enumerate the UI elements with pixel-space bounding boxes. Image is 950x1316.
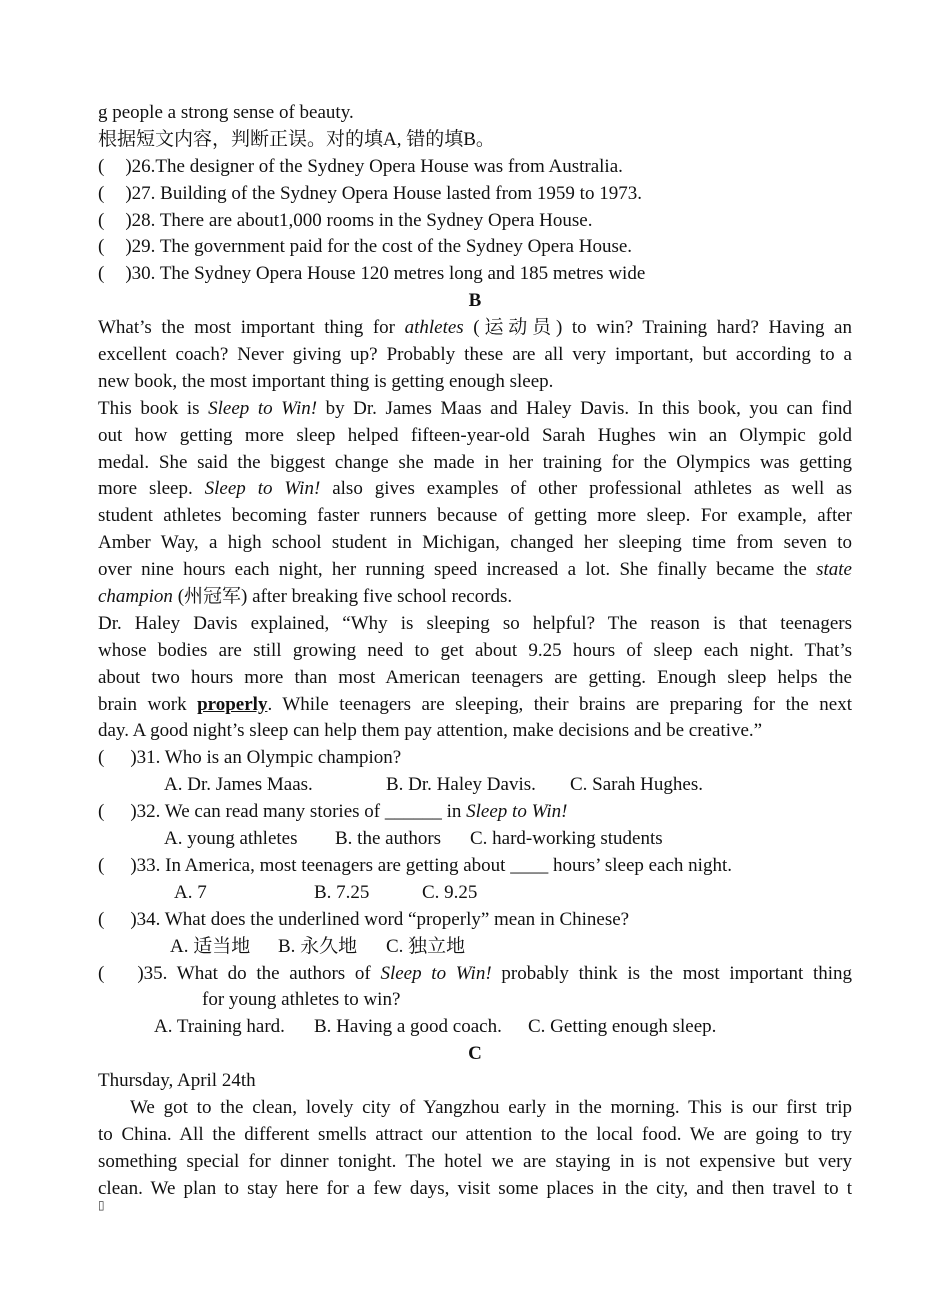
question-30	[98, 261, 852, 288]
option-b: B. 永久地	[278, 935, 358, 957]
question-32-options	[98, 826, 852, 853]
question-27	[98, 181, 852, 208]
answer-paren-close: )	[125, 182, 132, 204]
option-a: A. 7	[174, 881, 207, 903]
question-29	[98, 234, 852, 261]
answer-paren: (	[98, 182, 105, 204]
question-33-options	[98, 880, 852, 907]
option-c: C. hard-working students	[470, 828, 663, 850]
diary-date: Thursday, April 24th	[98, 1070, 256, 1092]
question-text: probably think is the most important thing	[491, 962, 852, 984]
text-run: also gives examples of other professional athletes as well as	[320, 478, 853, 500]
section-c-heading: C	[468, 1043, 482, 1065]
italic-term: champion	[98, 586, 173, 608]
section-b-heading: B	[468, 290, 482, 312]
text-run: This book is	[98, 397, 209, 419]
italic-term: state	[816, 559, 852, 581]
question-text: 28. There are about1,000 rooms in the Sydney Opera House.	[131, 209, 593, 231]
question-26	[98, 154, 852, 181]
question-text: 26.The designer of the Sydney Opera House was from Australia.	[131, 155, 623, 177]
question-34	[98, 907, 852, 934]
option-c: C. Getting enough sleep.	[528, 1016, 717, 1038]
text-run: over nine hours each night, her running speed increased a lot. She finally became the	[98, 559, 817, 581]
option-a: A. Training hard.	[154, 1016, 285, 1038]
text-run: What’s the most important thing for	[98, 317, 405, 339]
question-text: 27. Building of the Sydney Opera House lasted from 1959 to 1973.	[131, 182, 642, 204]
answer-paren: (	[98, 209, 105, 231]
question-32	[98, 799, 852, 826]
passage-a-continuation: g people a strong sense of beauty.	[98, 102, 354, 123]
option-b: B. Having a good coach.	[314, 1016, 502, 1038]
page-break-mark: ▯	[98, 1198, 105, 1212]
passage-b-line: medal. She said the biggest change she made in her training for the Olympics was getting	[98, 451, 852, 473]
text-run: (运动员) to win? Training hard? Having an	[463, 317, 852, 339]
passage-b-line: day. A good night’s sleep can help them pay attention, make decisions and be creative.”	[98, 720, 763, 742]
book-title: Sleep to Win!	[380, 962, 492, 984]
document-page	[98, 100, 852, 1203]
option-b: B. Dr. Haley Davis.	[386, 774, 536, 796]
text-run: (州冠军) after breaking five school records.	[172, 586, 513, 608]
answer-paren: (	[98, 236, 105, 258]
question-35-continued: for young athletes to win?	[202, 989, 401, 1011]
answer-paren: (	[98, 854, 105, 876]
passage-b-line: Dr. Haley Davis explained, “Why is sleeping so helpful? The reason is that teenagers	[98, 612, 852, 634]
option-a: A. 适当地	[170, 935, 251, 957]
italic-term: athletes	[404, 317, 464, 339]
answer-paren: (	[98, 962, 105, 984]
option-a: A. young athletes	[164, 828, 298, 850]
passage-b-line: new book, the most important thing is getting enough sleep.	[98, 370, 554, 392]
answer-paren-close: )	[125, 155, 132, 177]
passage-b-line	[98, 692, 852, 719]
question-34-options	[98, 934, 852, 961]
question-31	[98, 745, 852, 772]
question-text: 29. The government paid for the cost of the Sydney Opera House.	[131, 236, 633, 258]
option-b: B. the authors	[335, 828, 442, 850]
underlined-word: properly	[197, 693, 268, 715]
option-b: B. 7.25	[314, 881, 370, 903]
question-31-options	[98, 772, 852, 799]
answer-paren-close: )	[125, 236, 132, 258]
passage-b-line: out how getting more sleep helped fifteen-year-old Sarah Hughes win an Olympic gold	[98, 424, 852, 446]
book-title: Sleep to Win!	[208, 397, 318, 419]
question-text: )32. We can read many stories of ______ in	[130, 801, 467, 823]
answer-paren: (	[98, 263, 105, 285]
option-c: C. 独立地	[386, 935, 466, 957]
question-35	[98, 961, 852, 988]
passage-b-line: student athletes becoming faster runners because of getting more sleep. For example, after	[98, 505, 852, 527]
passage-b-line: Amber Way, a high school student in Michigan, changed her sleeping time from seven to	[98, 532, 852, 554]
text-run: more sleep.	[98, 478, 205, 500]
passage-b-line	[98, 584, 852, 611]
passage-b-line	[98, 396, 852, 423]
passage-b-line	[98, 315, 852, 342]
answer-paren: (	[98, 801, 105, 823]
passage-c-line: to China. All the different smells attract our attention to the local food. We are going to try	[98, 1123, 852, 1145]
passage-b-line: about two hours more than most American teenagers are getting. Enough sleep helps the	[98, 666, 852, 688]
question-text: )31. Who is an Olympic champion?	[130, 747, 402, 769]
question-text: )33. In America, most teenagers are getting about ____ hours’ sleep each night.	[130, 854, 732, 876]
option-c: C. 9.25	[422, 881, 478, 903]
answer-paren: (	[98, 155, 105, 177]
text-run: by Dr. James Maas and Haley Davis. In this book, you can find	[317, 397, 852, 419]
text-run: . While teenagers are sleeping, their brains are preparing for the next	[267, 693, 852, 715]
question-text: 30. The Sydney Opera House 120 metres long and 185 metres wide	[131, 263, 646, 285]
question-33	[98, 853, 852, 880]
passage-c-line: We got to the clean, lovely city of Yangzhou early in the morning. This is our first trip	[130, 1096, 852, 1118]
instruction: 根据短文内容，判断正误。对的填A, 错的填B。	[98, 128, 495, 150]
book-title: Sleep to Win!	[204, 478, 321, 500]
passage-c-line: clean. We plan to stay here for a few days, visit some places in the city, and then travel to t	[98, 1177, 852, 1199]
passage-c-line: something special for dinner tonight. The hotel we are staying in is not expensive but very	[98, 1150, 852, 1172]
answer-paren: (	[98, 747, 105, 769]
passage-b-line	[98, 557, 852, 584]
text-run: brain work	[98, 693, 198, 715]
passage-b-line: whose bodies are still growing need to get about 9.25 hours of sleep each night. That’s	[98, 639, 852, 661]
answer-paren-close: )	[125, 209, 132, 231]
passage-b-line	[98, 476, 852, 503]
question-text: )35. What do the authors of	[137, 962, 381, 984]
answer-paren: (	[98, 908, 105, 930]
question-35-options	[98, 1014, 852, 1041]
question-28	[98, 208, 852, 235]
answer-paren-close: )	[125, 263, 132, 285]
book-title: Sleep to Win!	[466, 801, 568, 823]
passage-b-line: excellent coach? Never giving up? Probably these are all very important, but according to a	[98, 344, 852, 366]
option-c: C. Sarah Hughes.	[570, 774, 703, 796]
option-a: A. Dr. James Maas.	[164, 774, 313, 796]
question-text: )34. What does the underlined word “properly” mean in Chinese?	[130, 908, 630, 930]
